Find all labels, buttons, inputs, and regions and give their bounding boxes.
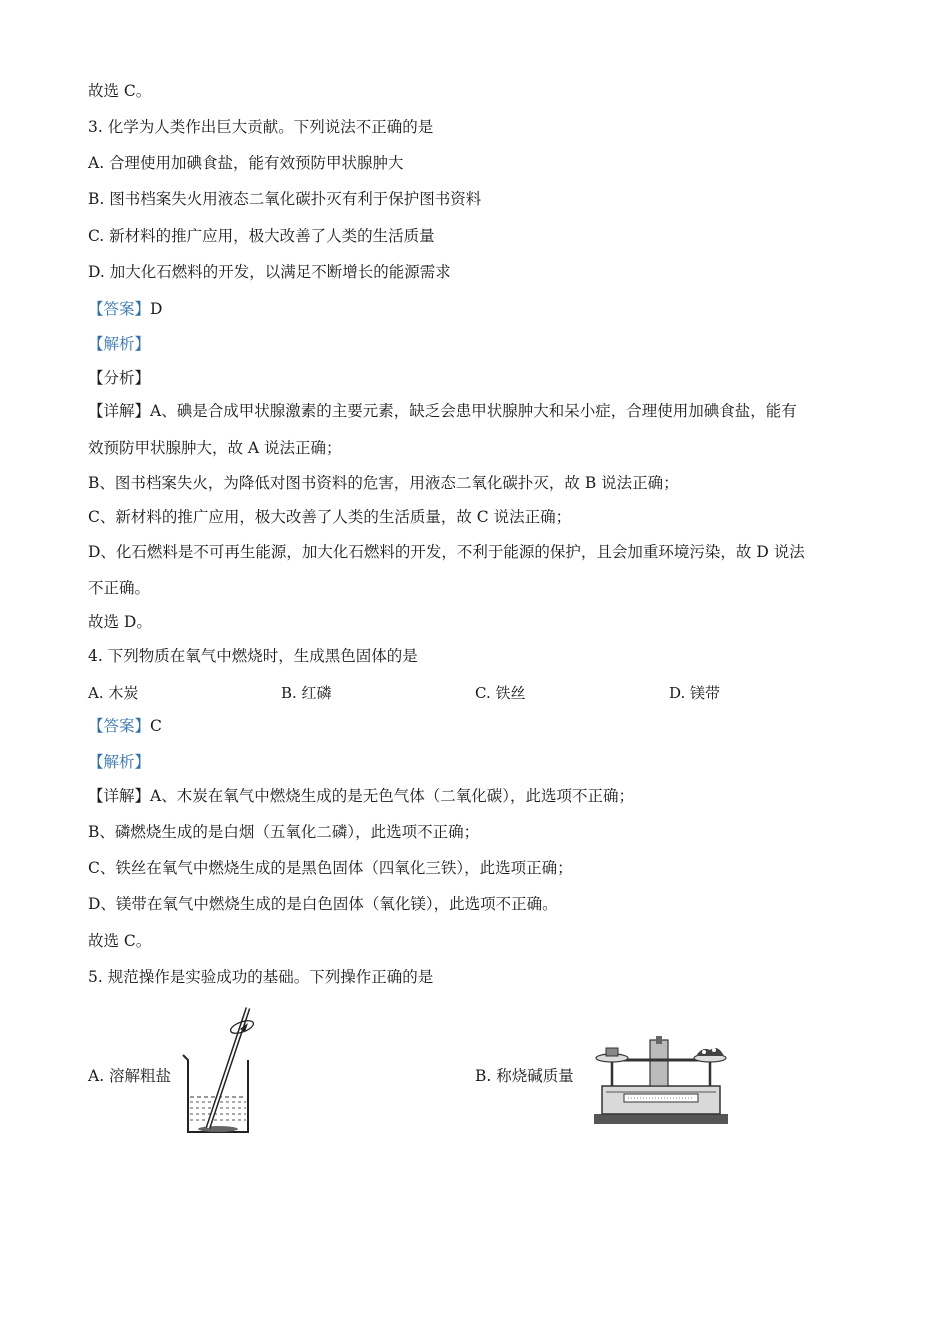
q3-option-d: D. 加大化石燃料的开发，以满足不断增长的能源需求	[88, 263, 451, 281]
q3-option-a: A. 合理使用加碘食盐，能有效预防甲状腺肿大	[88, 154, 404, 172]
detail-text: A、碘是合成甲状腺激素的主要元素，缺乏会患甲状腺肿大和呆小症，合理使用加碘食盐，能有	[150, 402, 797, 420]
q3-option-c: C. 新材料的推广应用，极大改善了人类的生活质量	[88, 227, 435, 245]
q4-detail-d: D、镁带在氧气中燃烧生成的是白色固体（氧化镁），此选项不正确。	[88, 895, 558, 913]
answer-value: C	[150, 717, 162, 735]
q5-option-a-label: A. 溶解粗盐	[88, 1067, 172, 1085]
detail-tag: 【详解】	[88, 787, 151, 805]
conclusion-q3: 故选 D。	[88, 613, 152, 631]
q4-option-b: B. 红磷	[281, 684, 332, 702]
detail-tag: 【详解】	[88, 402, 151, 420]
q4-option-d: D. 镁带	[669, 684, 721, 702]
detail-text: A、木炭在氧气中燃烧生成的是无色气体（二氧化碳），此选项不正确；	[150, 787, 634, 805]
q3-detail-d: D、化石燃料是不可再生能源，加大化石燃料的开发，不利于能源的保护，且会加重环境污染，故 D 说法	[88, 543, 805, 561]
q3-detail-b: B、图书档案失火，为降低对图书资料的危害，用液态二氧化碳扑灭，故 B 说法正确；	[88, 474, 679, 492]
q5-option-b-label: B. 称烧碱质量	[475, 1067, 574, 1085]
q3-fenxi: 【分析】	[88, 369, 151, 387]
question-4-stem: 4. 下列物质在氧气中燃烧时，生成黑色固体的是	[88, 647, 418, 665]
question-5-stem: 5. 规范操作是实验成功的基础。下列操作正确的是	[88, 968, 434, 986]
answer-tag: 【答案】	[88, 300, 151, 318]
q4-answer	[88, 716, 162, 736]
q3-analysis-tag: 【解析】	[88, 335, 151, 353]
q3-detail-2: 效预防甲状腺肿大，故 A 说法正确；	[88, 439, 342, 457]
conclusion-q2: 故选 C。	[88, 82, 152, 100]
q3-option-b: B. 图书档案失火用液态二氧化碳扑灭有利于保护图书资料	[88, 190, 482, 208]
beaker-dissolve-illustration	[178, 1005, 268, 1137]
q4-detail-a	[88, 786, 634, 806]
q3-detail-1	[88, 401, 797, 421]
q4-analysis-tag: 【解析】	[88, 753, 151, 771]
conclusion-q4: 故选 C。	[88, 932, 152, 950]
q4-detail-c: C、铁丝在氧气中燃烧生成的是黑色固体（四氧化三铁），此选项正确；	[88, 859, 573, 877]
q3-answer	[88, 299, 162, 319]
q3-detail-c: C、新材料的推广应用，极大改善了人类的生活质量，故 C 说法正确；	[88, 508, 572, 526]
q4-option-a: A. 木炭	[88, 684, 139, 702]
q4-detail-b: B、磷燃烧生成的是白烟（五氧化二磷），此选项不正确；	[88, 823, 480, 841]
answer-value: D	[150, 300, 163, 318]
balance-scale-illustration	[592, 1036, 732, 1128]
q4-option-c: C. 铁丝	[475, 684, 526, 702]
question-3-stem: 3. 化学为人类作出巨大贡献。下列说法不正确的是	[88, 118, 434, 136]
q3-detail-d-cont: 不正确。	[88, 579, 151, 597]
answer-tag: 【答案】	[88, 717, 151, 735]
